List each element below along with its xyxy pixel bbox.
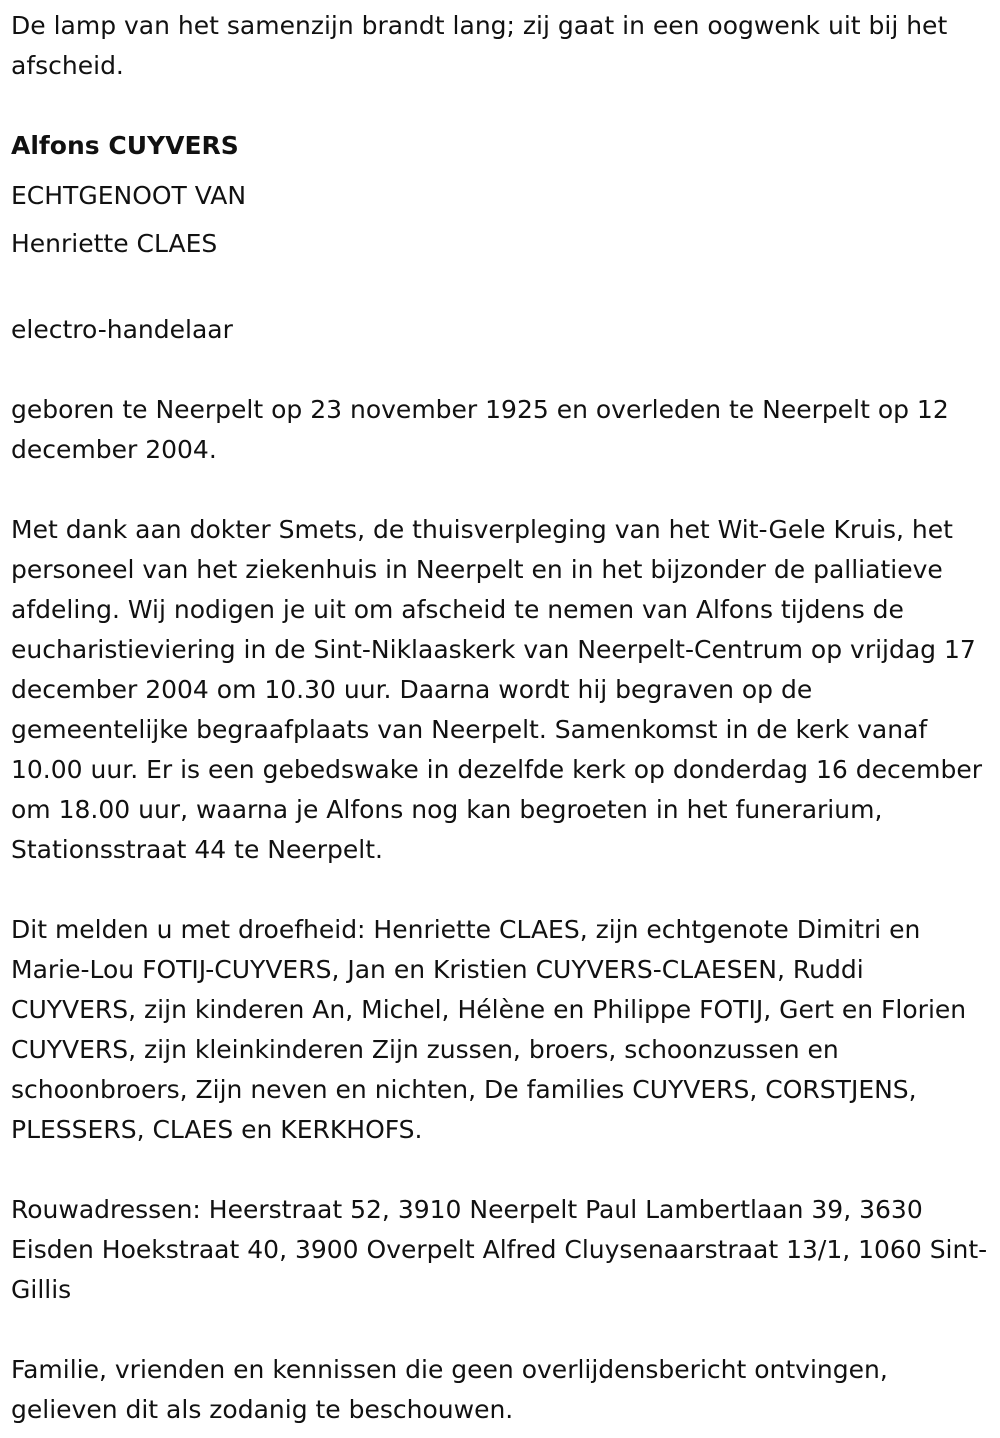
relation-label: ECHTGENOOT VAN <box>11 181 247 210</box>
spacer <box>11 86 993 126</box>
spacer <box>11 470 993 510</box>
spacer <box>11 272 993 310</box>
closing-paragraph: Familie, vrienden en kennissen die geen overlijdensbericht ontvingen, gelieven dit als zodanig te beschouwen. <box>11 1355 888 1424</box>
deceased-name: Alfons CUYVERS <box>11 131 239 160</box>
spacer <box>11 870 993 910</box>
spacer <box>11 1310 993 1350</box>
family-paragraph: Dit melden u met droefheid: Henriette CLAES, zijn echtgenote Dimitri en Marie-Lou FOTIJ-CUYVERS, Jan en Kristien CUYVERS-CLAESEN, Ruddi CUYVERS, zijn kinderen An, Michel, Hélène en Philippe FOTIJ, Gert en Florien CUYVERS, zijn kleinkinderen Zijn zussen, broers, schoonzussen en schoonbroers, Zijn neven en nichten, De families CUYVERS, CORSTJENS, PLESSERS, CLAES en KERKHOFS. <box>11 915 967 1144</box>
thanks-ceremony-paragraph: Met dank aan dokter Smets, de thuisverpleging van het Wit-Gele Kruis, het personeel van het ziekenhuis in Neerpelt en in het bijzonder de palliatieve afdeling. Wij nodigen je uit om afscheid te nemen van Alfons tijdens de eucharistieviering in de Sint-Niklaaskerk van Neerpelt-Centrum op vrijdag 17 december 2004 om 10.30 uur. Daarna wordt hij begraven op de gemeentelijke begraafplaats van Neerpelt. Samenkomst in de kerk vanaf 10.00 uur. Er is een gebedswake in dezelfde kerk op donderdag 16 december om 18.00 uur, waarna je Alfons nog kan begroeten in het funerarium, Stationsstraat 44 te Neerpelt. <box>11 515 982 864</box>
obituary-document <box>11 6 993 1430</box>
birth-death-paragraph: geboren te Neerpelt op 23 november 1925 en overleden te Neerpelt op 12 december 2004. <box>11 395 949 464</box>
spacer <box>11 350 993 390</box>
spacer <box>11 1150 993 1190</box>
spouse-name: Henriette CLAES <box>11 229 218 258</box>
addresses-paragraph: Rouwadressen: Heerstraat 52, 3910 Neerpelt Paul Lambertlaan 39, 3630 Eisden Hoekstraat 40, 3900 Overpelt Alfred Cluysenaarstraat 13/1, 1060 Sint-Gillis <box>11 1195 988 1304</box>
motto-paragraph: De lamp van het samenzijn brandt lang; zij gaat in een oogwenk uit bij het afscheid. <box>11 11 948 80</box>
profession: electro-handelaar <box>11 315 233 344</box>
